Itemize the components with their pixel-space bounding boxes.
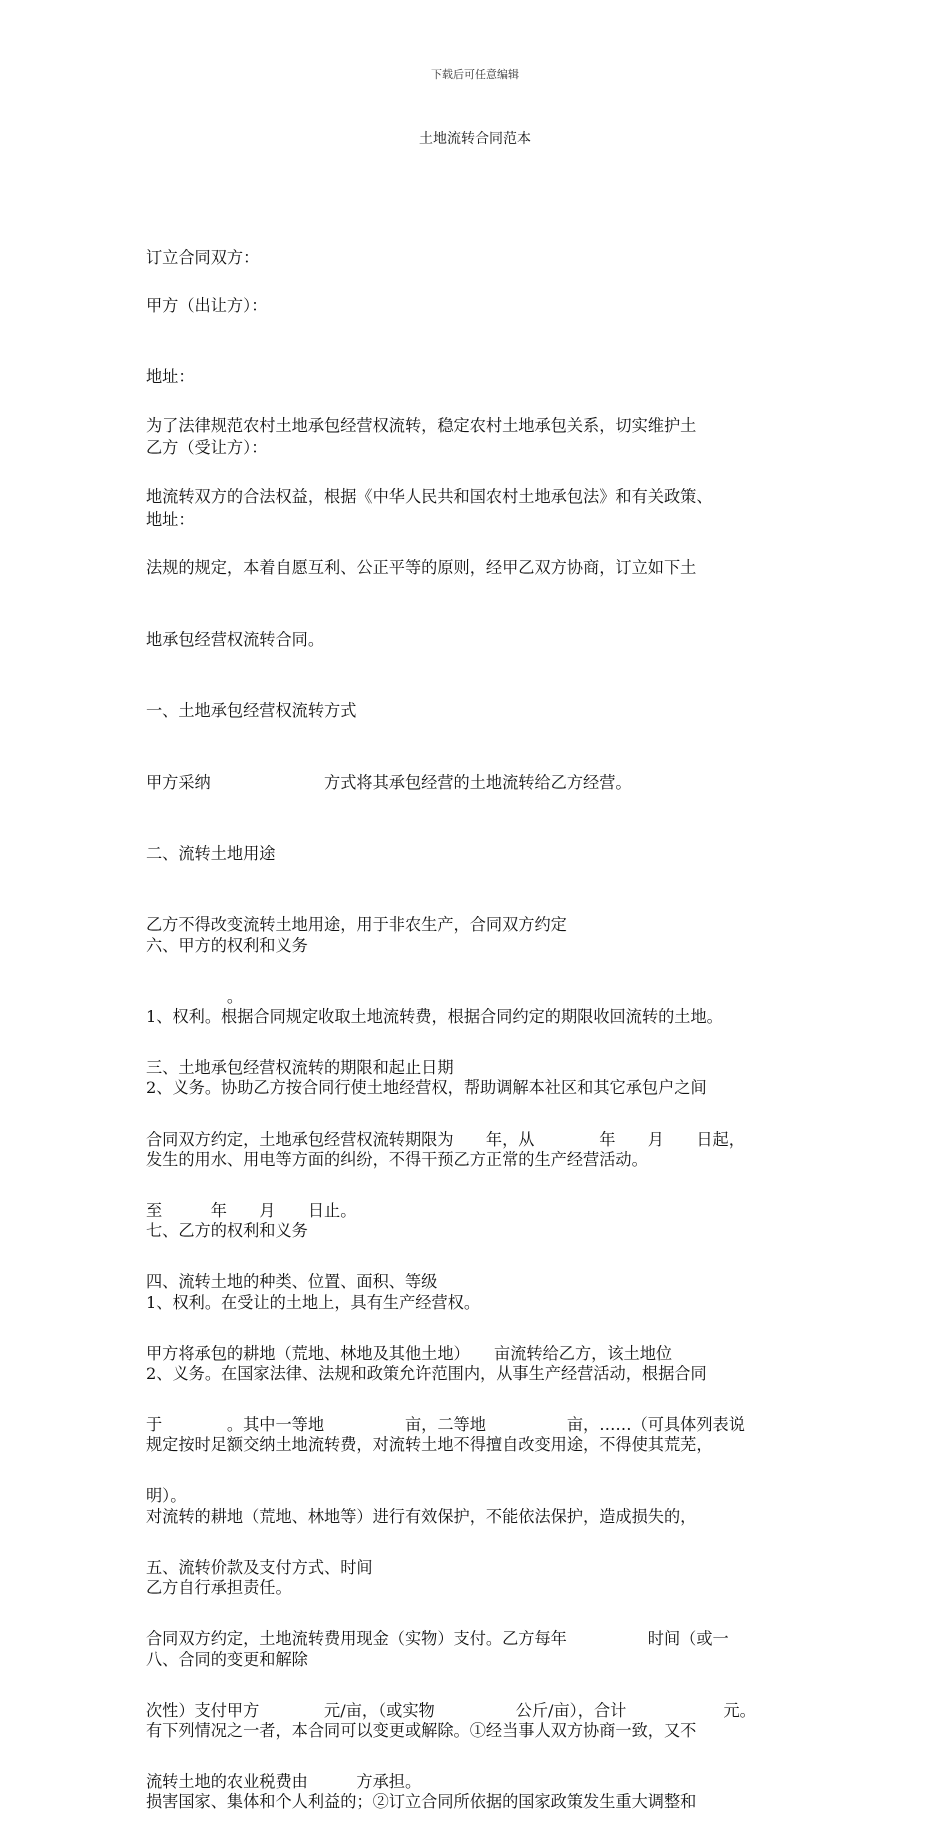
body-line: 甲方采纳 方式将其承包经营的土地流转给乙方经营。 [146,772,632,792]
body-line: 地承包经营权流转合同。 [146,629,325,649]
section-heading: 三、土地承包经营权流转的期限和起止日期 [146,1058,454,1078]
body-line: 法规的规定，本着自愿互利、公正平等的原则，经甲乙双方协商，订立如下土 [146,558,697,578]
section-heading: 七、乙方的权利和义务 [146,1221,308,1241]
body-line: 甲方将承包的耕地（荒地、林地及其他土地） 亩流转给乙方，该土地位 [146,1343,673,1363]
body-line: 合同双方约定，土地承包经营权流转期限为 年，从 年 月 日起， [146,1129,745,1149]
body-line: 地流转双方的合法权益，根据《中华人民共和国农村土地承包法》和有关政策、 [146,486,713,506]
section-heading: 八、合同的变更和解除 [146,1649,308,1669]
section-heading: 六、甲方的权利和义务 [146,935,308,955]
body-line: 次性）支付甲方 元/亩，（或实物 公斤/亩），合计 元。 [146,1700,756,1720]
body-line: 为了法律规范农村土地承包经营权流转，稳定农村土地承包关系，切实维护土 [146,415,697,435]
section-heading: 五、流转价款及支付方式、时间 [146,1557,373,1577]
party-line: 乙方（受让方）： [146,438,268,458]
body-line: 至 年 月 日止。 [146,1200,357,1220]
body-line: 乙方不得改变流转土地用途，用于非农生产，合同双方约定 [146,915,567,935]
body-line: 乙方自行承担责任。 [146,1578,292,1598]
body-line: 发生的用水、用电等方面的纠纷，不得干预乙方正常的生产经营活动。 [146,1149,648,1169]
body-line: 1、权利。根据合同规定收取土地流转费，根据合同约定的期限收回流转的土地。 [146,1006,723,1026]
body-line: 合同双方约定，土地流转费用现金（实物）支付。乙方每年 时间（或一 [146,1629,729,1649]
party-line: 地址： [146,366,195,386]
body-line: 对流转的耕地（荒地、林地等）进行有效保护，不能依法保护，造成损失的， [146,1506,697,1526]
body-line: 规定按时足额交纳土地流转费，对流转土地不得擅自改变用途，不得使其荒芜， [146,1435,713,1455]
body-line: 2、义务。在国家法律、法规和政策允许范围内，从事生产经营活动，根据合同 [146,1363,707,1383]
body-line: 明）。 [146,1486,187,1506]
intro-line: 订立合同双方： [146,247,260,267]
section-heading: 四、流转土地的种类、位置、面积、等级 [146,1272,438,1292]
body-line: 有下列情况之一者，本合同可以变更或解除。①经当事人双方协商一致，又不 [146,1720,697,1740]
contract-body-part2 [146,886,826,1838]
party-line: 甲方（出让方）： [146,295,268,315]
header-note: 下载后可任意编辑 [431,68,519,81]
section-heading: 一、土地承包经营权流转方式 [146,701,357,721]
section-heading: 二、流转土地用途 [146,843,276,863]
body-line: 1、权利。在受让的土地上，具有生产经营权。 [146,1292,481,1312]
body-line: 损害国家、集体和个人利益的；②订立合同所依据的国家政策发生重大调整和 [146,1792,697,1812]
document-title: 土地流转合同范本 [419,131,531,147]
body-line: 2、义务。协助乙方按合同行使土地经营权，帮助调解本社区和其它承包户之间 [146,1078,707,1098]
party-line: 地址： [146,509,195,529]
body-line: 流转土地的农业税费由 方承担。 [146,1772,422,1792]
body-line: 于 。其中一等地 亩，二等地 亩，……（可具体列表说 [146,1415,745,1435]
body-line: 。 [146,986,244,1006]
